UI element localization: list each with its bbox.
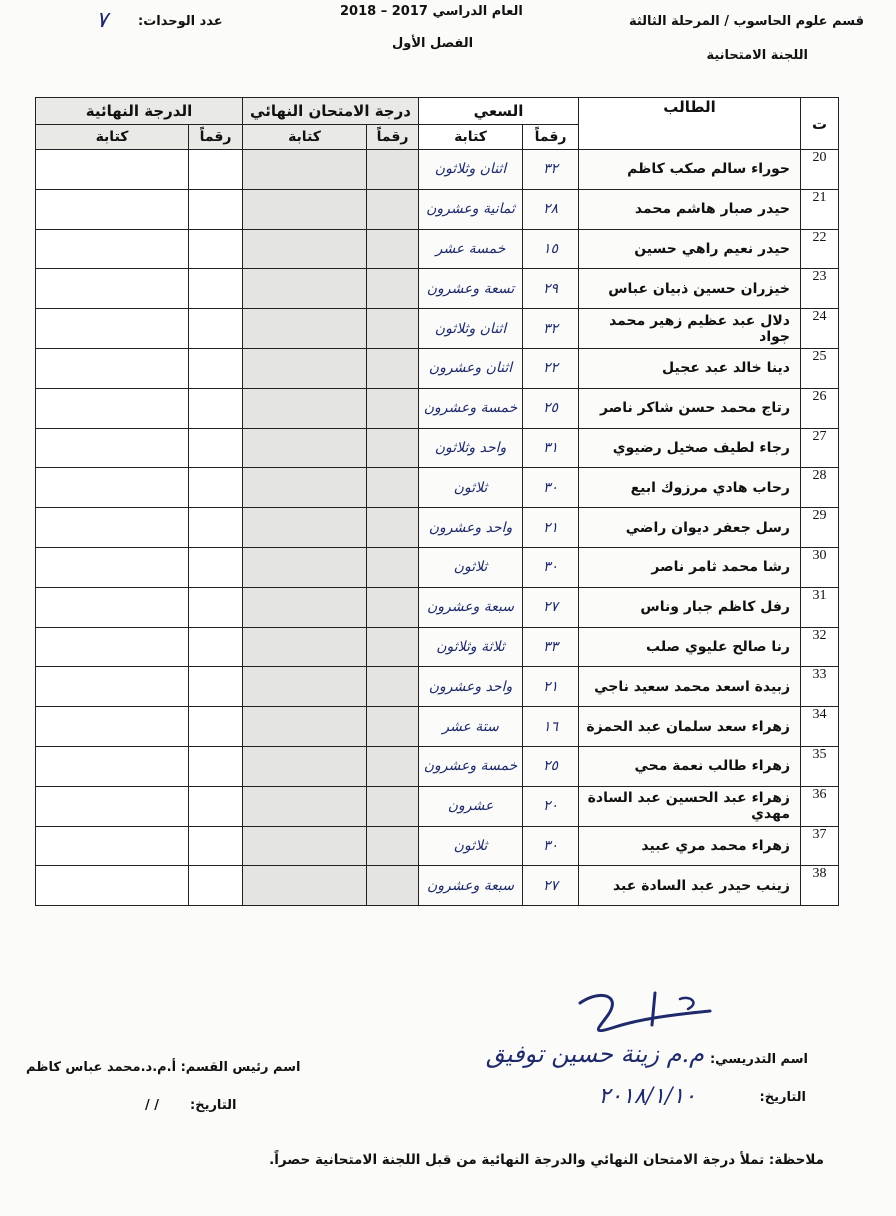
row-number: 37 xyxy=(801,826,839,866)
exam-words-cell xyxy=(243,627,367,667)
effort-words: سبعة وعشرون xyxy=(419,587,523,627)
exam-digits-cell xyxy=(367,587,419,627)
student-name: زهراء عبد الحسين عبد السادة مهدي xyxy=(579,786,801,826)
exam-words-cell xyxy=(243,229,367,269)
student-name: رنا صالح عليوي صلب xyxy=(579,627,801,667)
exam-digits-cell xyxy=(367,826,419,866)
signature-icon xyxy=(560,985,730,1045)
row-number: 25 xyxy=(801,348,839,388)
exam-digits-cell xyxy=(367,667,419,707)
row-number: 29 xyxy=(801,508,839,548)
student-name: زهراء طالب نعمة محي xyxy=(579,746,801,786)
effort-words-header: كتابة xyxy=(419,125,523,150)
table-row xyxy=(36,826,839,866)
final-words-cell xyxy=(36,309,189,349)
final-words-cell xyxy=(36,189,189,229)
head-date-label: التاريخ: xyxy=(190,1098,237,1113)
exam-words-cell xyxy=(243,348,367,388)
col-final-exam-header: درجة الامتحان النهائي xyxy=(243,98,419,125)
final-words-cell xyxy=(36,826,189,866)
final-digits-header: رقماً xyxy=(189,125,243,150)
exam-words-cell xyxy=(243,388,367,428)
exam-digits-cell xyxy=(367,866,419,906)
effort-digits: ٣٠ xyxy=(523,826,579,866)
effort-words: خمسة وعشرون xyxy=(419,388,523,428)
exam-words-cell xyxy=(243,826,367,866)
effort-words: ثمانية وعشرون xyxy=(419,189,523,229)
exam-digits-cell xyxy=(367,707,419,747)
final-digits-cell xyxy=(189,746,243,786)
student-name: زينب حيدر عبد السادة عبد xyxy=(579,866,801,906)
row-number: 38 xyxy=(801,866,839,906)
row-number: 23 xyxy=(801,269,839,309)
student-name: رجاء لطيف صخيل رضيوي xyxy=(579,428,801,468)
col-seq-header: ت xyxy=(801,98,839,150)
semester-label: الفصل الأول xyxy=(392,36,474,51)
row-number: 21 xyxy=(801,189,839,229)
table-row xyxy=(36,348,839,388)
final-digits-cell xyxy=(189,348,243,388)
effort-digits: ٢١ xyxy=(523,667,579,707)
effort-digits: ٢١ xyxy=(523,508,579,548)
row-number: 27 xyxy=(801,428,839,468)
table-row xyxy=(36,786,839,826)
row-number: 26 xyxy=(801,388,839,428)
row-number: 34 xyxy=(801,707,839,747)
final-words-cell xyxy=(36,667,189,707)
effort-digits-header: رقماً xyxy=(523,125,579,150)
final-digits-cell xyxy=(189,428,243,468)
final-words-cell xyxy=(36,627,189,667)
exam-words-cell xyxy=(243,150,367,190)
final-words-cell xyxy=(36,468,189,508)
final-digits-cell xyxy=(189,826,243,866)
col-final-grade-header: الدرجة النهائية xyxy=(36,98,243,125)
final-digits-cell xyxy=(189,508,243,548)
exam-words-cell xyxy=(243,667,367,707)
row-number: 30 xyxy=(801,547,839,587)
final-words-cell xyxy=(36,388,189,428)
exam-words-cell xyxy=(243,468,367,508)
table-row xyxy=(36,508,839,548)
table-row xyxy=(36,150,839,190)
effort-words: ثلاثون xyxy=(419,547,523,587)
table-row xyxy=(36,547,839,587)
row-number: 32 xyxy=(801,627,839,667)
student-name: رحاب هادي مرزوك ابيع xyxy=(579,468,801,508)
exam-words-cell xyxy=(243,189,367,229)
student-name: خيزران حسين ذبيان عباس xyxy=(579,269,801,309)
exam-digits-cell xyxy=(367,786,419,826)
effort-words: واحد وعشرون xyxy=(419,667,523,707)
final-words-header: كتابة xyxy=(36,125,189,150)
exam-digits-cell xyxy=(367,348,419,388)
exam-digits-cell xyxy=(367,189,419,229)
effort-digits: ٢٧ xyxy=(523,866,579,906)
effort-digits: ٢٥ xyxy=(523,388,579,428)
footer-note: ملاحظة: تملأ درجة الامتحان النهائي والدرجة النهائية من قبل اللجنة الامتحانية حصراً. xyxy=(269,1152,824,1168)
table-row xyxy=(36,468,839,508)
teacher-label: اسم التدريسي: xyxy=(709,1052,808,1067)
exam-digits-cell xyxy=(367,269,419,309)
table-row xyxy=(36,866,839,906)
exam-digits-cell xyxy=(367,627,419,667)
effort-digits: ٣١ xyxy=(523,428,579,468)
table-row xyxy=(36,627,839,667)
col-student-header: الطالب xyxy=(579,98,801,150)
student-name: حيدر نعيم راهي حسين xyxy=(579,229,801,269)
student-name: زهراء محمد مري عبيد xyxy=(579,826,801,866)
effort-digits: ١٦ xyxy=(523,707,579,747)
effort-words: ثلاثة وثلاثون xyxy=(419,627,523,667)
final-digits-cell xyxy=(189,627,243,667)
final-words-cell xyxy=(36,786,189,826)
exam-words-cell xyxy=(243,707,367,747)
effort-words: واحد وعشرون xyxy=(419,508,523,548)
row-number: 22 xyxy=(801,229,839,269)
table-row xyxy=(36,269,839,309)
row-number: 20 xyxy=(801,150,839,190)
student-name: دلال عبد عظيم زهير محمد جواد xyxy=(579,309,801,349)
final-words-cell xyxy=(36,269,189,309)
final-words-cell xyxy=(36,746,189,786)
effort-words: ثلاثون xyxy=(419,468,523,508)
grade-table-body xyxy=(36,150,839,906)
final-digits-cell xyxy=(189,388,243,428)
units-label: عدد الوحدات: xyxy=(138,14,223,29)
final-digits-cell xyxy=(189,269,243,309)
final-digits-cell xyxy=(189,189,243,229)
effort-digits: ١٥ xyxy=(523,229,579,269)
final-words-cell xyxy=(36,508,189,548)
exam-words-cell xyxy=(243,428,367,468)
table-row xyxy=(36,428,839,468)
col-effort-header: السعي xyxy=(419,98,579,125)
effort-words: اثنان وثلاثون xyxy=(419,150,523,190)
row-number: 24 xyxy=(801,309,839,349)
effort-digits: ٣٠ xyxy=(523,547,579,587)
effort-digits: ٢٨ xyxy=(523,189,579,229)
exam-words-cell xyxy=(243,508,367,548)
student-name: حيدر صبار هاشم محمد xyxy=(579,189,801,229)
exam-digits-header: رقماً xyxy=(367,125,419,150)
student-name: دينا خالد عبد عجيل xyxy=(579,348,801,388)
row-number: 28 xyxy=(801,468,839,508)
student-name: رتاج محمد حسن شاكر ناصر xyxy=(579,388,801,428)
effort-digits: ٣٢ xyxy=(523,309,579,349)
effort-digits: ٢٢ xyxy=(523,348,579,388)
exam-digits-cell xyxy=(367,468,419,508)
exam-digits-cell xyxy=(367,229,419,269)
units-value: ٧ xyxy=(96,8,108,33)
exam-words-cell xyxy=(243,269,367,309)
date-label: التاريخ: xyxy=(759,1090,806,1105)
final-words-cell xyxy=(36,428,189,468)
final-digits-cell xyxy=(189,229,243,269)
student-name: زبيدة اسعد محمد سعيد ناجي xyxy=(579,667,801,707)
exam-words-cell xyxy=(243,587,367,627)
exam-digits-cell xyxy=(367,547,419,587)
exam-words-cell xyxy=(243,746,367,786)
row-number: 33 xyxy=(801,667,839,707)
row-number: 31 xyxy=(801,587,839,627)
final-digits-cell xyxy=(189,150,243,190)
teacher-name: م.م زينة حسين توفيق xyxy=(485,1040,704,1068)
effort-words: اثنان وثلاثون xyxy=(419,309,523,349)
final-digits-cell xyxy=(189,707,243,747)
table-row xyxy=(36,746,839,786)
effort-words: ستة عشر xyxy=(419,707,523,747)
table-row xyxy=(36,189,839,229)
final-words-cell xyxy=(36,866,189,906)
exam-words-cell xyxy=(243,547,367,587)
final-words-cell xyxy=(36,707,189,747)
exam-digits-cell xyxy=(367,746,419,786)
final-digits-cell xyxy=(189,667,243,707)
student-name: حوراء سالم صكب كاظم xyxy=(579,150,801,190)
exam-digits-cell xyxy=(367,508,419,548)
table-row xyxy=(36,388,839,428)
exam-words-cell xyxy=(243,786,367,826)
final-digits-cell xyxy=(189,786,243,826)
effort-words: سبعة وعشرون xyxy=(419,866,523,906)
effort-words: تسعة وعشرون xyxy=(419,269,523,309)
table-row xyxy=(36,667,839,707)
department-title: قسم علوم الحاسوب / المرحلة الثالثة xyxy=(628,14,864,29)
final-words-cell xyxy=(36,348,189,388)
effort-words: خمسة وعشرون xyxy=(419,746,523,786)
exam-words-cell xyxy=(243,866,367,906)
exam-words-cell xyxy=(243,309,367,349)
student-name: رسل جعفر ديوان راضي xyxy=(579,508,801,548)
head-of-department: اسم رئيس القسم: أ.م.د.محمد عباس كاظم xyxy=(26,1060,301,1075)
effort-digits: ٢٧ xyxy=(523,587,579,627)
student-name: رفل كاظم جبار وناس xyxy=(579,587,801,627)
final-words-cell xyxy=(36,150,189,190)
date-value: ٢٠١٨/١/١٠ xyxy=(598,1084,696,1109)
effort-words: ثلاثون xyxy=(419,826,523,866)
exam-words-header: كتابة xyxy=(243,125,367,150)
grade-table xyxy=(35,97,839,906)
table-row xyxy=(36,309,839,349)
committee-title: اللجنة الامتحانية xyxy=(706,48,808,63)
exam-digits-cell xyxy=(367,428,419,468)
effort-digits: ٢٥ xyxy=(523,746,579,786)
effort-digits: ٣٢ xyxy=(523,150,579,190)
effort-words: عشرون xyxy=(419,786,523,826)
table-row xyxy=(36,587,839,627)
head-date-value: / / xyxy=(145,1098,160,1113)
student-name: زهراء سعد سلمان عبد الحمزة xyxy=(579,707,801,747)
effort-words: واحد وثلاثون xyxy=(419,428,523,468)
final-words-cell xyxy=(36,587,189,627)
academic-year: العام الدراسي 2017 – 2018 xyxy=(340,4,523,19)
final-digits-cell xyxy=(189,468,243,508)
effort-words: اثنان وعشرون xyxy=(419,348,523,388)
row-number: 35 xyxy=(801,746,839,786)
final-digits-cell xyxy=(189,547,243,587)
effort-digits: ٣٣ xyxy=(523,627,579,667)
effort-words: خمسة عشر xyxy=(419,229,523,269)
table-row xyxy=(36,229,839,269)
exam-digits-cell xyxy=(367,388,419,428)
exam-digits-cell xyxy=(367,309,419,349)
student-name: رشا محمد ثامر ناصر xyxy=(579,547,801,587)
effort-digits: ٣٠ xyxy=(523,468,579,508)
row-number: 36 xyxy=(801,786,839,826)
table-row xyxy=(36,707,839,747)
final-words-cell xyxy=(36,229,189,269)
final-digits-cell xyxy=(189,866,243,906)
final-digits-cell xyxy=(189,309,243,349)
effort-digits: ٢٠ xyxy=(523,786,579,826)
effort-digits: ٢٩ xyxy=(523,269,579,309)
exam-digits-cell xyxy=(367,150,419,190)
final-words-cell xyxy=(36,547,189,587)
final-digits-cell xyxy=(189,587,243,627)
